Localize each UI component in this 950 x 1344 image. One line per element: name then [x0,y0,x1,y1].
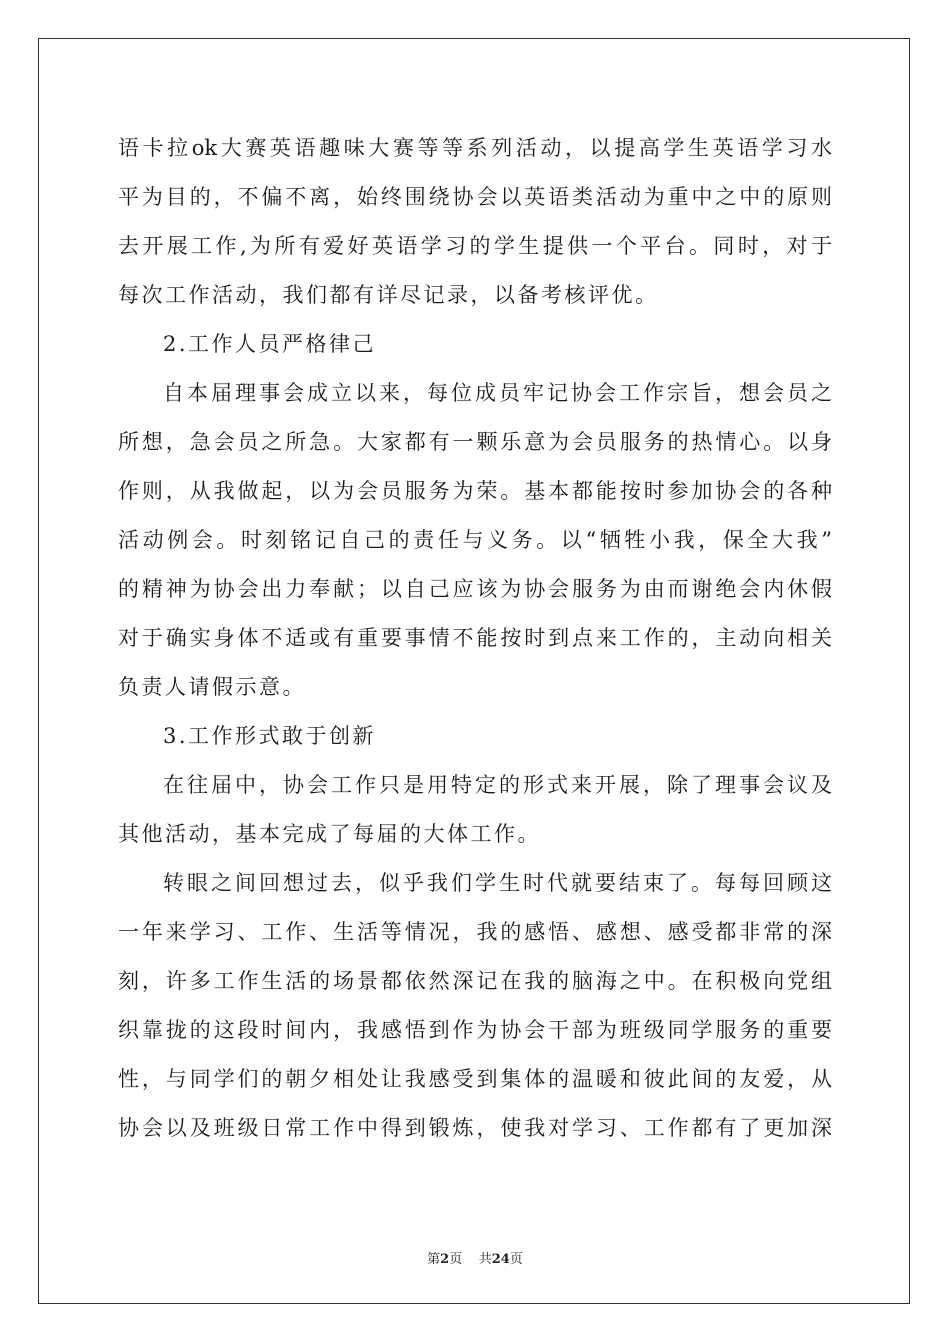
body-line: 织靠拢的这段时间内，我感悟到作为协会干部为班级同学服务的重要 [118,1018,832,1042]
body-line: 协会以及班级日常工作中得到锻炼，使我对学习、工作都有了更加深 [118,1116,832,1140]
body-line: 一年来学习、工作、生活等情况，我的感悟、感想、感受都非常的深 [118,920,832,944]
document-body [118,124,832,1153]
total-pages: 24 [491,1252,510,1267]
body-line: 平为目的，不偏不离，始终围绕协会以英语类活动为重中之中的原则 [118,185,832,209]
body-line: 对于确实身体不适或有重要事情不能按时到点来工作的，主动向相关 [118,626,832,650]
page-number: 2 [440,1252,450,1267]
section-heading: 2.工作人员严格律己 [163,332,377,356]
page-prefix: 第 [427,1252,441,1267]
body-line: 其他活动，基本完成了每届的大体工作。 [118,822,541,846]
body-line: 所想，急会员之所急。大家都有一颗乐意为会员服务的热情心。以身 [118,430,832,454]
body-line: 作则，从我做起，以为会员服务为荣。基本都能按时参加协会的各种 [118,479,832,503]
section-heading: 3.工作形式敢于创新 [163,724,377,748]
page-footer [0,1248,950,1267]
body-line: 刻，许多工作生活的场景都依然深记在我的脑海之中。在积极向党组 [118,969,832,993]
body-line: 的精神为协会出力奉献；以自己应该为协会服务为由而谢绝会内休假 [118,577,832,601]
body-line: 转眼之间回想过去，似乎我们学生时代就要结束了。每每回顾这 [163,871,832,895]
body-line: 在往届中，协会工作只是用特定的形式来开展，除了理事会议及 [163,773,832,797]
body-line: 负责人请假示意。 [118,675,306,699]
total-prefix: 共 [478,1252,492,1267]
body-line: 每次工作活动，我们都有详尽记录，以备考核评优。 [118,283,659,307]
page-suffix: 页 [449,1252,463,1267]
total-suffix: 页 [509,1252,523,1267]
body-line: 语卡拉ok大赛英语趣味大赛等等系列活动，以提高学生英语学习水 [118,136,832,160]
body-line: 性，与同学们的朝夕相处让我感受到集体的温暖和彼此间的友爱，从 [118,1067,832,1091]
body-line: 活动例会。时刻铭记自己的责任与义务。以“牺牲小我，保全大我” [118,528,832,552]
body-line: 自本届理事会成立以来，每位成员牢记协会工作宗旨，想会员之 [163,381,832,405]
body-line: 去开展工作,为所有爱好英语学习的学生提供一个平台。同时，对于 [118,234,832,258]
